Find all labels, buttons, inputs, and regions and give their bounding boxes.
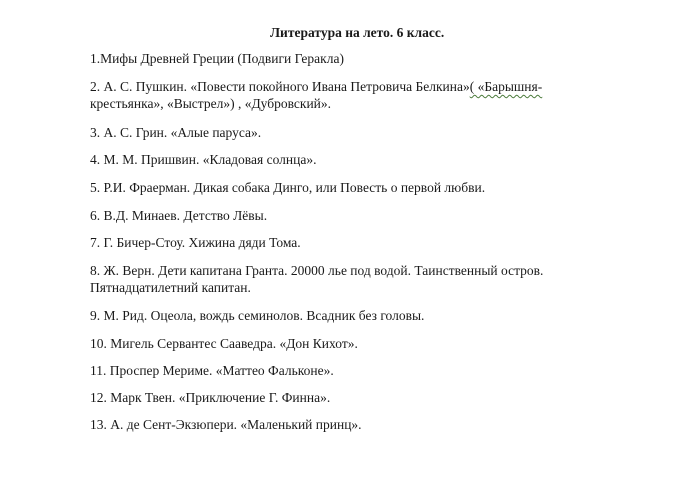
list-item: [90, 307, 650, 324]
list-item: [90, 179, 650, 196]
list-item-text: 1.Мифы Древней Греции (Подвиги Геракла): [90, 51, 344, 66]
list-item-text: 9. М. Рид. Оцеола, вождь семинолов. Всадник без головы.: [90, 308, 425, 323]
list-item-text: 11. Проспер Мериме. «Маттео Фальконе».: [90, 363, 334, 378]
list-item-text: 5. Р.И. Фраерман. Дикая собака Динго, или Повесть о первой любви.: [90, 180, 486, 195]
list-item-text: 6. В.Д. Минаев. Детство Лёвы.: [90, 208, 268, 223]
list-item: [90, 151, 650, 168]
list-item: [90, 262, 650, 296]
list-item-text: 12. Марк Твен. «Приключение Г. Финна».: [90, 390, 331, 405]
list-item-text: 4. М. М. Пришвин. «Кладовая солнца».: [90, 152, 317, 167]
list-item: [90, 234, 650, 251]
list-item-text: 2. А. С. Пушкин. «Повести покойного Ивана Петровича Белкина»: [90, 79, 470, 94]
list-item: [90, 124, 650, 141]
list-item-text: 13. А. де Сент-Экзюпери. «Маленький принц».: [90, 417, 362, 432]
list-item: [90, 389, 650, 406]
list-item: [90, 416, 650, 433]
list-item: [90, 50, 650, 67]
list-item-text: 3. А. С. Грин. «Алые паруса».: [90, 125, 262, 140]
list-item-text: 8. Ж. Верн. Дети капитана Гранта. 20000 лье под водой. Таинственный остров.: [90, 263, 544, 278]
document-title: Литература на лето. 6 класс.: [270, 25, 445, 40]
list-item-continuation: крестьянка», «Выстрел») , «Дубровский».: [90, 96, 332, 111]
list-item-continuation: Пятнадцатилетний капитан.: [90, 280, 251, 295]
list-item: [90, 78, 650, 112]
list-item: [90, 362, 650, 379]
list-item: [90, 207, 650, 224]
list-item-text: 10. Мигель Сервантес Сааведра. «Дон Кихот».: [90, 336, 358, 351]
list-item-text-tail: ( «Барышня-: [469, 79, 543, 94]
list-item: [90, 335, 650, 352]
list-item-text: 7. Г. Бичер-Стоу. Хижина дяди Тома.: [90, 235, 301, 250]
